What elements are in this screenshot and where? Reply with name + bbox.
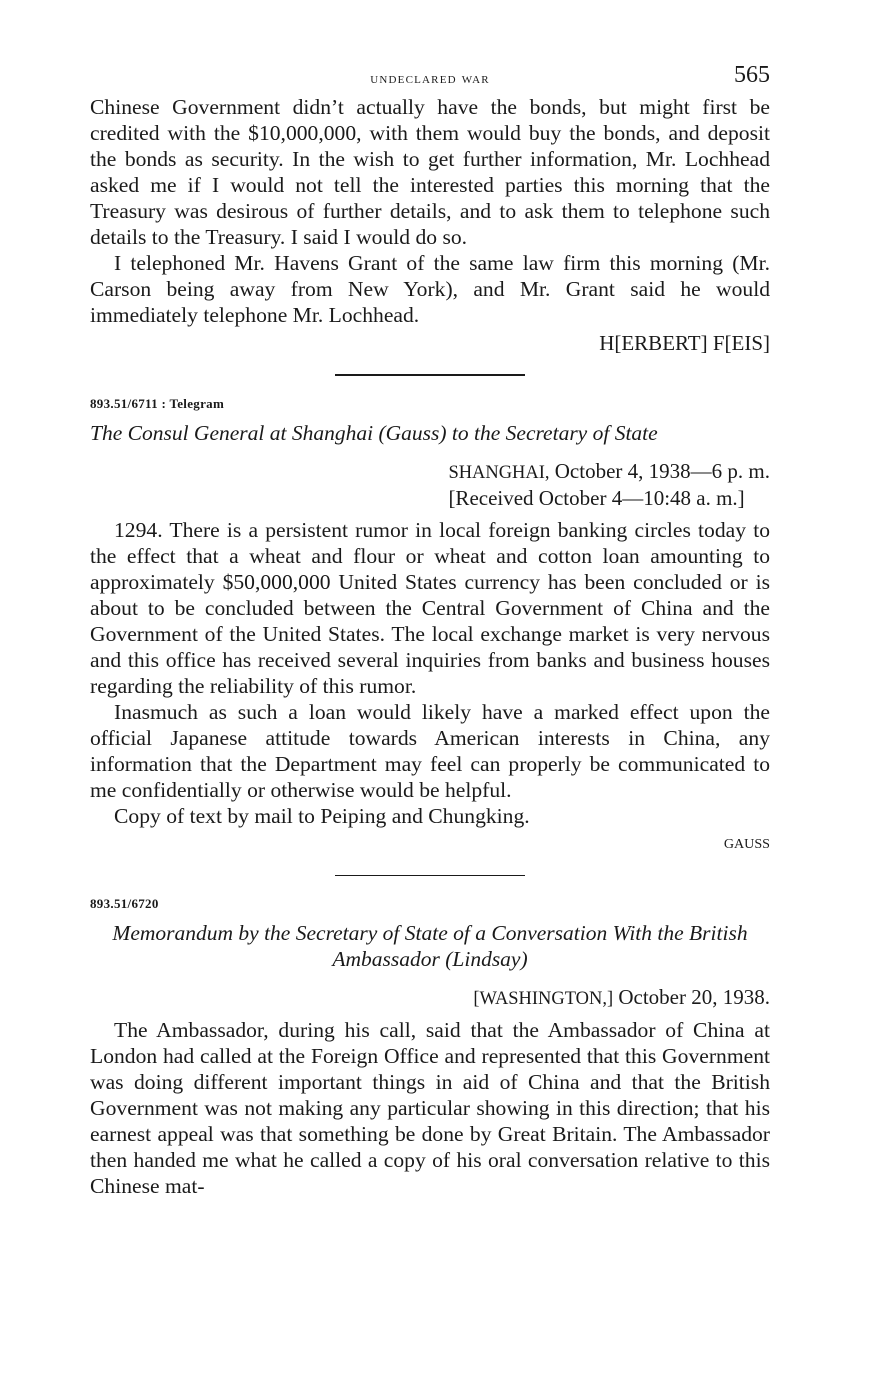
file-number: 893.51/6720 (90, 896, 159, 911)
section-divider (335, 875, 525, 877)
dateline-date: October 20, 1938. (618, 985, 770, 1009)
dateline-place: SHANGHAI, (448, 461, 550, 482)
paragraph: The Ambassador, during his call, said that the Ambassador of China at London had called at the Foreign Office and represented that this Government was doing different important things in aid of China and that the British Government was not making any particular showing in this direction; that his earnest appeal was that something be done by Great Britain. The Ambassador then handed me what he called a copy of his oral conversation relative to this Chinese mat- (90, 1018, 770, 1198)
section-divider (335, 374, 525, 376)
document-heading: Memorandum by the Secretary of State of a Conversation With the British Ambassador (Lindsay) (112, 921, 748, 971)
paragraph: 1294. There is a persistent rumor in local foreign banking circles today to the effect that a wheat and flour or wheat and cotton loan amounting to approximately $50,000,000 United States currency has been concluded or is about to be concluded between the Central Government of China and the Government of the United States. The local exchange market is very nervous and this office has received several inquiries from banks and business houses regarding the reliability of this rumor. (90, 517, 770, 698)
received-line: [Received October 4—10:48 a. m.] (448, 485, 745, 510)
signature-text: H[ERBERT] F[EIS] (599, 331, 770, 355)
page-number: 565 (734, 62, 770, 88)
dateline (90, 458, 770, 511)
document-page (90, 62, 770, 1199)
running-title: undeclared war (370, 71, 490, 87)
section-continuation (90, 94, 770, 356)
paragraph: Chinese Government didn’t actually have the bonds, but might first be credited with the $10,000,000, with them would buy the bonds, and deposit the bonds as security. In the wish to get further information, Mr. Lochhead asked me if I would not tell the interested parties this morning that the Treasury was desirous of further details, and to ask them to telephone such details to the Treasury. I said I would do so. (90, 95, 770, 249)
running-head (90, 62, 770, 94)
paragraph: Copy of text by mail to Peiping and Chungking. (114, 803, 530, 828)
section-memorandum (90, 896, 770, 1199)
document-heading: The Consul General at Shanghai (Gauss) to the Secretary of State (90, 420, 658, 445)
dateline (90, 984, 770, 1011)
dateline-place: [WASHINGTON,] (473, 988, 614, 1008)
section-telegram (90, 396, 770, 857)
paragraph: I telephoned Mr. Havens Grant of the same law firm this morning (Mr. Carson being away from New York), and Mr. Grant said he would immediately telephone Mr. Lochhead. (90, 251, 770, 327)
paragraph: Inasmuch as such a loan would likely have a marked effect upon the official Japanese attitude towards American interests in China, any information that the Department may feel can properly be communicated to me confidentially or otherwise would be helpful. (90, 699, 770, 802)
signature (90, 330, 770, 356)
file-number: 893.51/6711 : Telegram (90, 395, 225, 411)
signature: GAUSS (723, 835, 770, 852)
dateline-date: October 4, 1938—6 p. m. (554, 458, 770, 483)
